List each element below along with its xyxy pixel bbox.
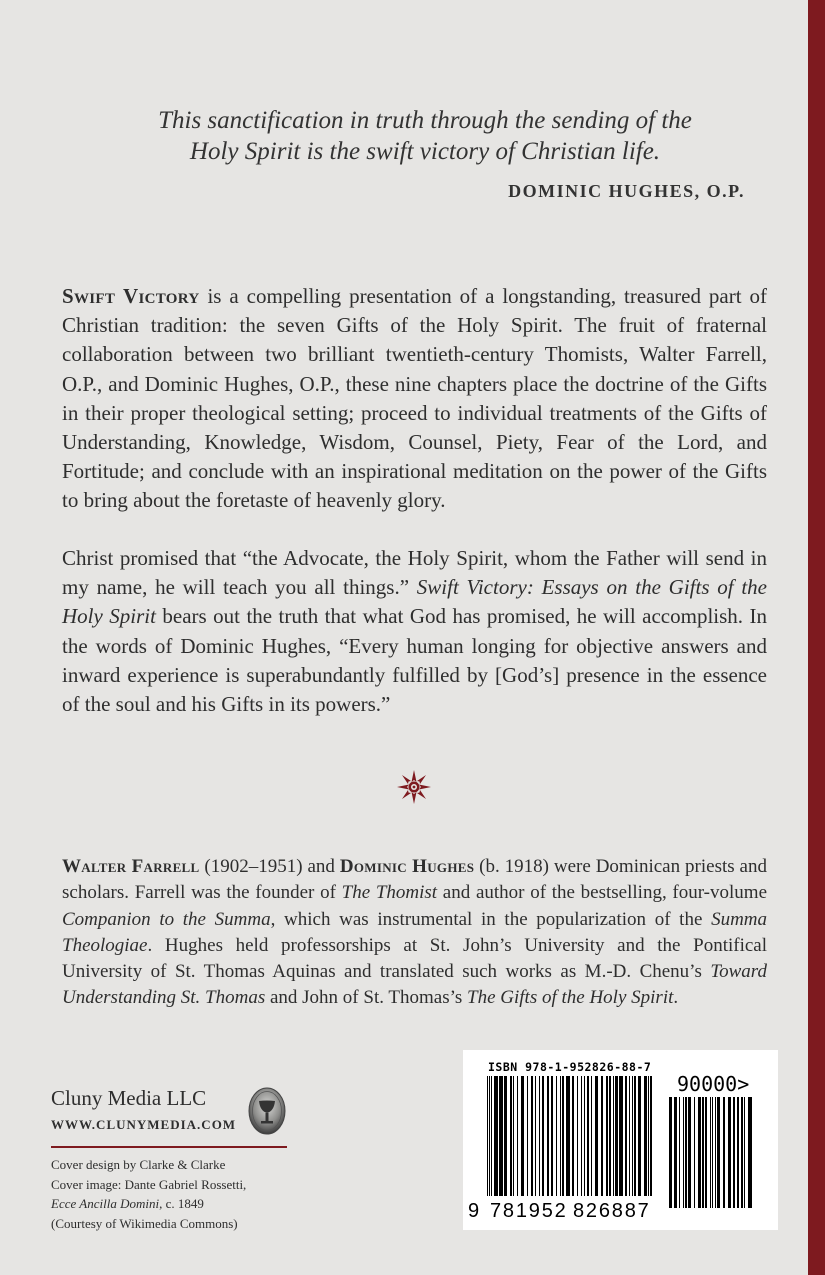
barcode-bar <box>531 1076 533 1196</box>
barcode-bar <box>510 1076 512 1196</box>
barcode-bar <box>748 1097 752 1208</box>
description-paragraph-2 <box>62 544 767 719</box>
bio-text: . Hughes held professorships at St. John’s University and the Pontifical University of St. Thomas Aquinas and translated such works as M.-D. Chenu’s <box>62 934 767 983</box>
barcode-bar <box>685 1097 687 1208</box>
barcode-bar <box>489 1076 490 1206</box>
ean13-bars <box>487 1076 652 1206</box>
painting-date: , c. 1849 <box>159 1196 204 1211</box>
barcode-bar <box>650 1076 652 1206</box>
barcode-bar <box>710 1097 711 1208</box>
work-title: Summa Theologiae <box>62 908 768 956</box>
barcode-bar <box>744 1097 745 1208</box>
publisher-name: Cluny Media LLC <box>51 1086 207 1110</box>
work-title: The Thomist <box>341 882 438 904</box>
barcode-bar <box>556 1076 557 1196</box>
barcode-bar <box>669 1097 672 1208</box>
epigraph-attribution: DOMINIC HUGHES, O.P. <box>508 181 745 201</box>
author-name-hughes: Dominic Hughes <box>339 856 475 877</box>
barcode-bar <box>632 1076 633 1196</box>
work-title: Toward Understanding St. Thomas <box>62 961 767 1009</box>
epigraph-line-1: This sanctification in truth through the sending of the <box>158 107 692 134</box>
barcode-bar <box>683 1097 684 1208</box>
barcode-bar <box>521 1076 524 1196</box>
paragraph-text: Christ promised that “the Advocate, the Holy Spirit, whom the Father will send in my name, he will teach you all things.” <box>62 546 767 600</box>
barcode-digit-first: 9 <box>468 1200 480 1222</box>
barcode-bar <box>566 1076 570 1196</box>
bio-text: , which was instrumental in the popularization of the <box>270 908 712 930</box>
barcode-bar <box>728 1097 731 1208</box>
barcode-bar <box>517 1076 518 1196</box>
barcode-bar <box>717 1097 720 1208</box>
barcode-bar <box>542 1076 544 1196</box>
author-name-farrell: Walter Farrell <box>62 856 200 877</box>
author-bio <box>62 854 767 1012</box>
barcode-bar <box>577 1076 578 1196</box>
barcode-bar <box>547 1076 549 1196</box>
bio-text: (b. 1918) were Dominican priests and scholars. Farrell was the founder of <box>62 856 767 904</box>
epigraph-quote <box>120 105 730 167</box>
barcode-bar <box>606 1076 608 1196</box>
spine-stripe <box>808 0 825 1275</box>
barcode-bar <box>715 1097 716 1208</box>
book-full-title: Swift Victory: Essays on the Gifts of the Holy Spirit <box>62 575 767 629</box>
barcode-bar <box>674 1097 677 1208</box>
price-code: 90000> <box>677 1072 750 1096</box>
work-title: Companion to the Summa <box>62 908 271 930</box>
barcode-bar <box>638 1076 641 1196</box>
bio-text: and John of St. Thomas’s <box>265 987 468 1009</box>
barcode-bar <box>584 1076 585 1196</box>
barcode-bar <box>737 1097 739 1208</box>
work-title: The Gifts of the Holy Spirit <box>467 987 674 1009</box>
barcode-bar <box>634 1076 636 1196</box>
barcode-bar <box>535 1076 536 1196</box>
barcode-bar <box>705 1097 707 1208</box>
barcode-bar <box>615 1076 618 1196</box>
barcode-bar <box>679 1097 680 1208</box>
divider-rule <box>51 1146 287 1148</box>
barcode-bar <box>644 1076 647 1196</box>
barcode-bar <box>491 1076 492 1196</box>
barcode-bar <box>499 1076 503 1196</box>
barcode-bar <box>723 1097 725 1208</box>
credit-image-title <box>51 1194 246 1214</box>
barcode-bar <box>613 1076 614 1196</box>
barcode-bar <box>629 1076 630 1196</box>
barcode-bar <box>562 1076 564 1196</box>
barcode-bar <box>572 1076 574 1206</box>
barcode-bar <box>587 1076 589 1196</box>
barcode-bar <box>595 1076 598 1196</box>
barcode-digits-right: 826887 <box>573 1200 651 1222</box>
barcode-bar <box>504 1076 507 1196</box>
barcode-digits-left: 781952 <box>490 1200 568 1222</box>
bio-text: . <box>673 987 679 1009</box>
barcode-bar <box>648 1076 649 1196</box>
barcode-bar <box>733 1097 735 1208</box>
barcode-bar <box>712 1097 713 1208</box>
cover-credits <box>51 1155 246 1233</box>
credit-image: Cover image: Dante Gabriel Rossetti, <box>51 1176 247 1192</box>
epigraph-line-2: Holy Spirit is the swift victory of Christian life. <box>189 138 661 165</box>
paragraph-text: is a compelling presentation of a longstanding, treasured part of Christian tradition: the seven Gifts of the Holy Spirit. The fruit of fraternal collaboration between two brilliant twentieth-century Thomists, Walter Farrell, O.P., and Dominic Hughes, O.P., these nine chapters place the doctrine of the Gifts in their proper theological setting; proceed to individual treatments of the Gifts of Understanding, Knowledge, Wisdom, Counsel, Piety, Fear of the Lord, and Fortitude; and conclude with an inspirational meditation on the power of the Gifts to bring about the foretaste of heavenly glory. <box>62 284 767 513</box>
barcode-bar <box>494 1076 498 1196</box>
addon-bars <box>669 1097 752 1208</box>
credit-design: Cover design by Clarke & Clarke <box>51 1157 226 1172</box>
barcode-bar <box>551 1076 553 1196</box>
barcode-graphic <box>463 1050 778 1230</box>
barcode-bar <box>581 1076 582 1196</box>
isbn-label: ISBN 978-1-952826-88-7 <box>488 1060 652 1074</box>
publisher-url: WWW.CLUNYMEDIA.COM <box>51 1117 237 1132</box>
barcode-bar <box>527 1076 528 1196</box>
fleuron-ornament-icon <box>397 770 431 804</box>
publisher-seal-icon <box>248 1087 286 1135</box>
barcode-bar <box>702 1097 704 1208</box>
barcode-bar <box>619 1076 623 1196</box>
book-title: Swift Victory <box>62 284 200 308</box>
barcode-bar <box>513 1076 514 1196</box>
barcode-bar <box>560 1076 561 1196</box>
barcode-bar <box>487 1076 488 1206</box>
painting-title: Ecce Ancilla Domini <box>51 1196 160 1211</box>
paragraph-text: bears out the truth that what God has promised, he will accomplish. In the words of Dominic Hughes, “Every human longing for objective answers and inward experience is superabundantly fulfilled by [God’s] presence in the essence of the soul and his Gifts in its powers.” <box>62 604 767 717</box>
barcode-bar <box>609 1076 611 1196</box>
bio-text: (1902–1951) and <box>199 856 340 877</box>
barcode-bar <box>539 1076 540 1196</box>
barcode-bar <box>625 1076 627 1196</box>
isbn-barcode <box>463 1050 778 1230</box>
barcode-bar <box>694 1097 695 1208</box>
barcode-bar <box>688 1097 691 1208</box>
description-paragraph-1 <box>62 282 767 516</box>
barcode-bar <box>741 1097 743 1208</box>
bio-text: and author of the bestselling, four-volume <box>437 882 768 904</box>
credit-courtesy: (Courtesy of Wikimedia Commons) <box>51 1215 238 1231</box>
barcode-bar <box>698 1097 701 1208</box>
barcode-bar <box>591 1076 592 1196</box>
barcode-bar <box>601 1076 603 1196</box>
